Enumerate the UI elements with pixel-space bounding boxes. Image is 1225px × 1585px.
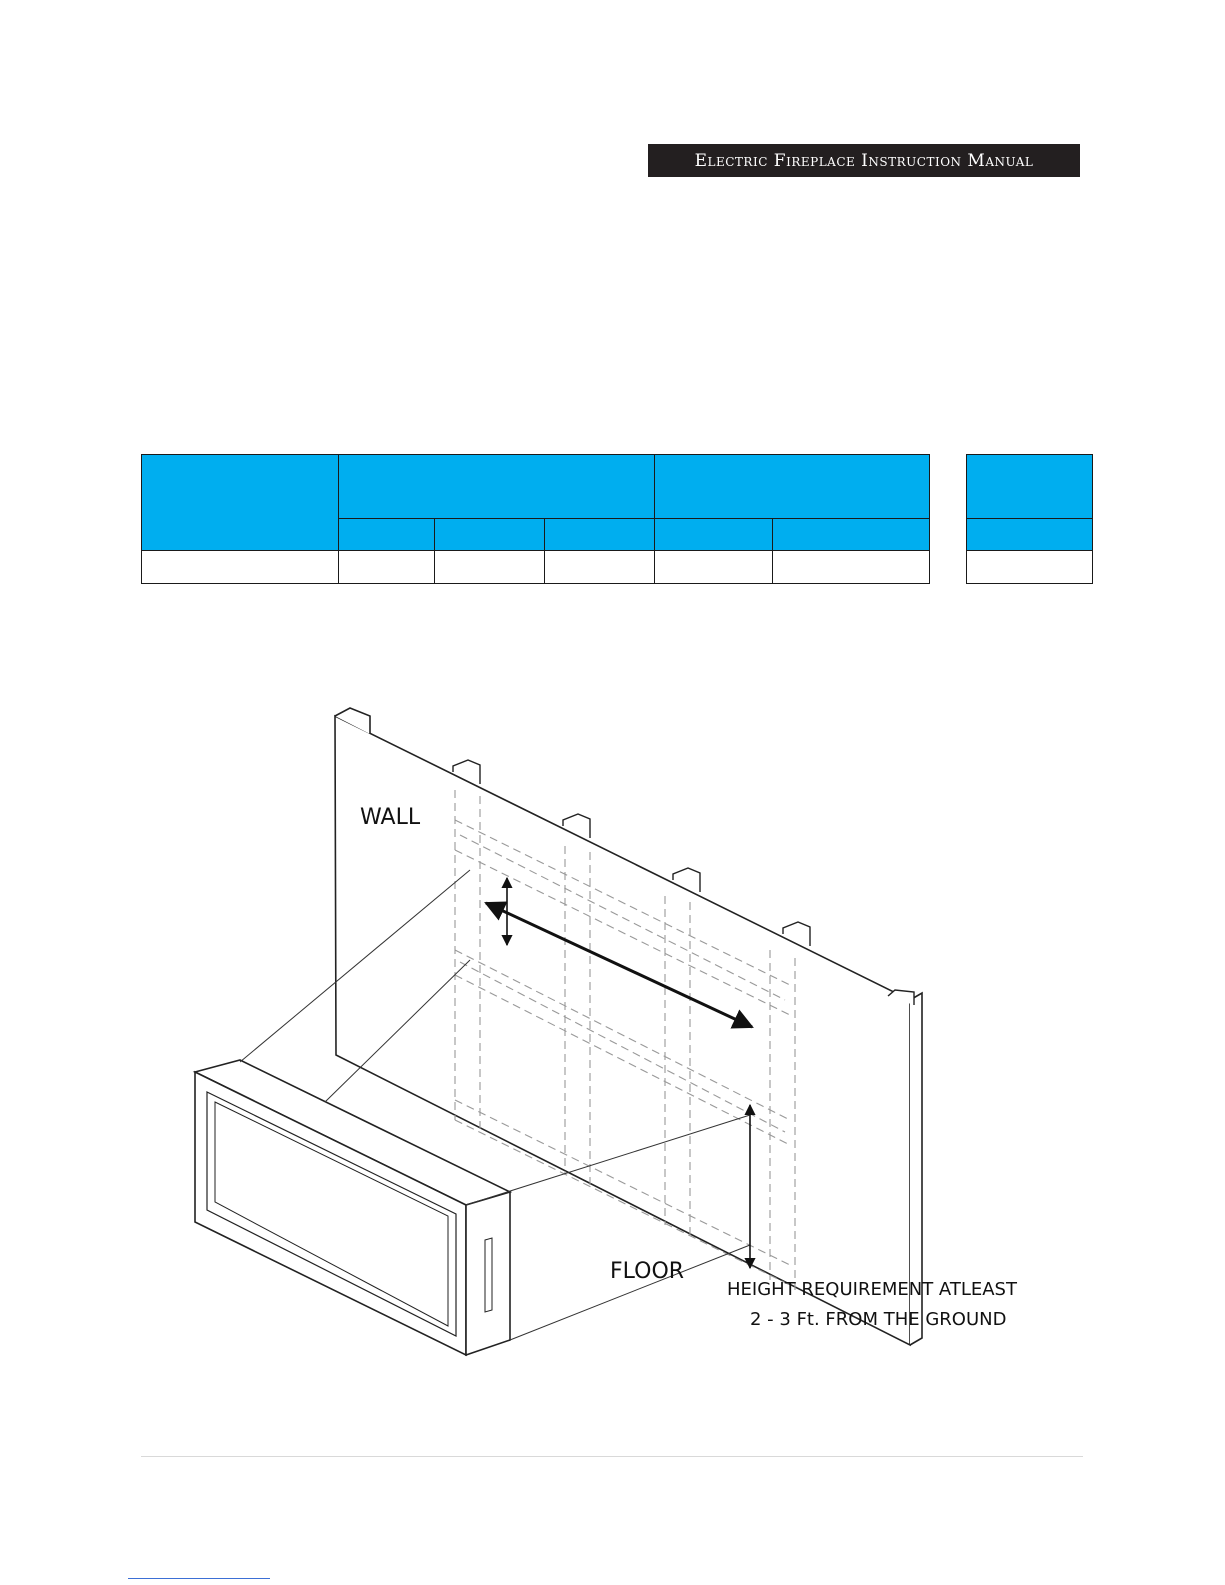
header-cell — [142, 455, 339, 551]
table-cell — [655, 551, 773, 584]
table-header-row — [142, 455, 1093, 519]
footer-link-underline[interactable] — [128, 1578, 270, 1579]
footer-divider — [141, 1456, 1083, 1457]
header-cell — [967, 455, 1093, 519]
table-cell — [773, 551, 930, 584]
height-note-line2: 2 - 3 Ft. FROM THE GROUND — [750, 1309, 1007, 1330]
subheader-cell — [967, 519, 1093, 551]
table-gap — [930, 551, 967, 584]
manual-title-banner — [648, 144, 1080, 177]
table-cell — [142, 551, 339, 584]
table-row — [142, 551, 1093, 584]
table-cell — [339, 551, 435, 584]
header-cell — [655, 455, 930, 519]
wall-label: WALL — [360, 805, 421, 830]
installation-diagram — [170, 700, 1070, 1370]
floor-label: FLOOR — [610, 1259, 685, 1284]
height-note-line1: HEIGHT REQUIREMENT ATLEAST — [727, 1279, 1017, 1300]
header-cell — [339, 455, 655, 519]
table-cell — [967, 551, 1093, 584]
spec-table — [141, 454, 1093, 584]
subheader-cell — [339, 519, 435, 551]
subheader-cell — [545, 519, 655, 551]
table-gap — [930, 455, 967, 519]
table-cell — [545, 551, 655, 584]
subheader-cell — [435, 519, 545, 551]
table-cell — [435, 551, 545, 584]
subheader-cell — [655, 519, 773, 551]
subheader-cell — [773, 519, 930, 551]
manual-title: Electric Fireplace Instruction Manual — [694, 150, 1034, 171]
table-gap — [930, 519, 967, 551]
